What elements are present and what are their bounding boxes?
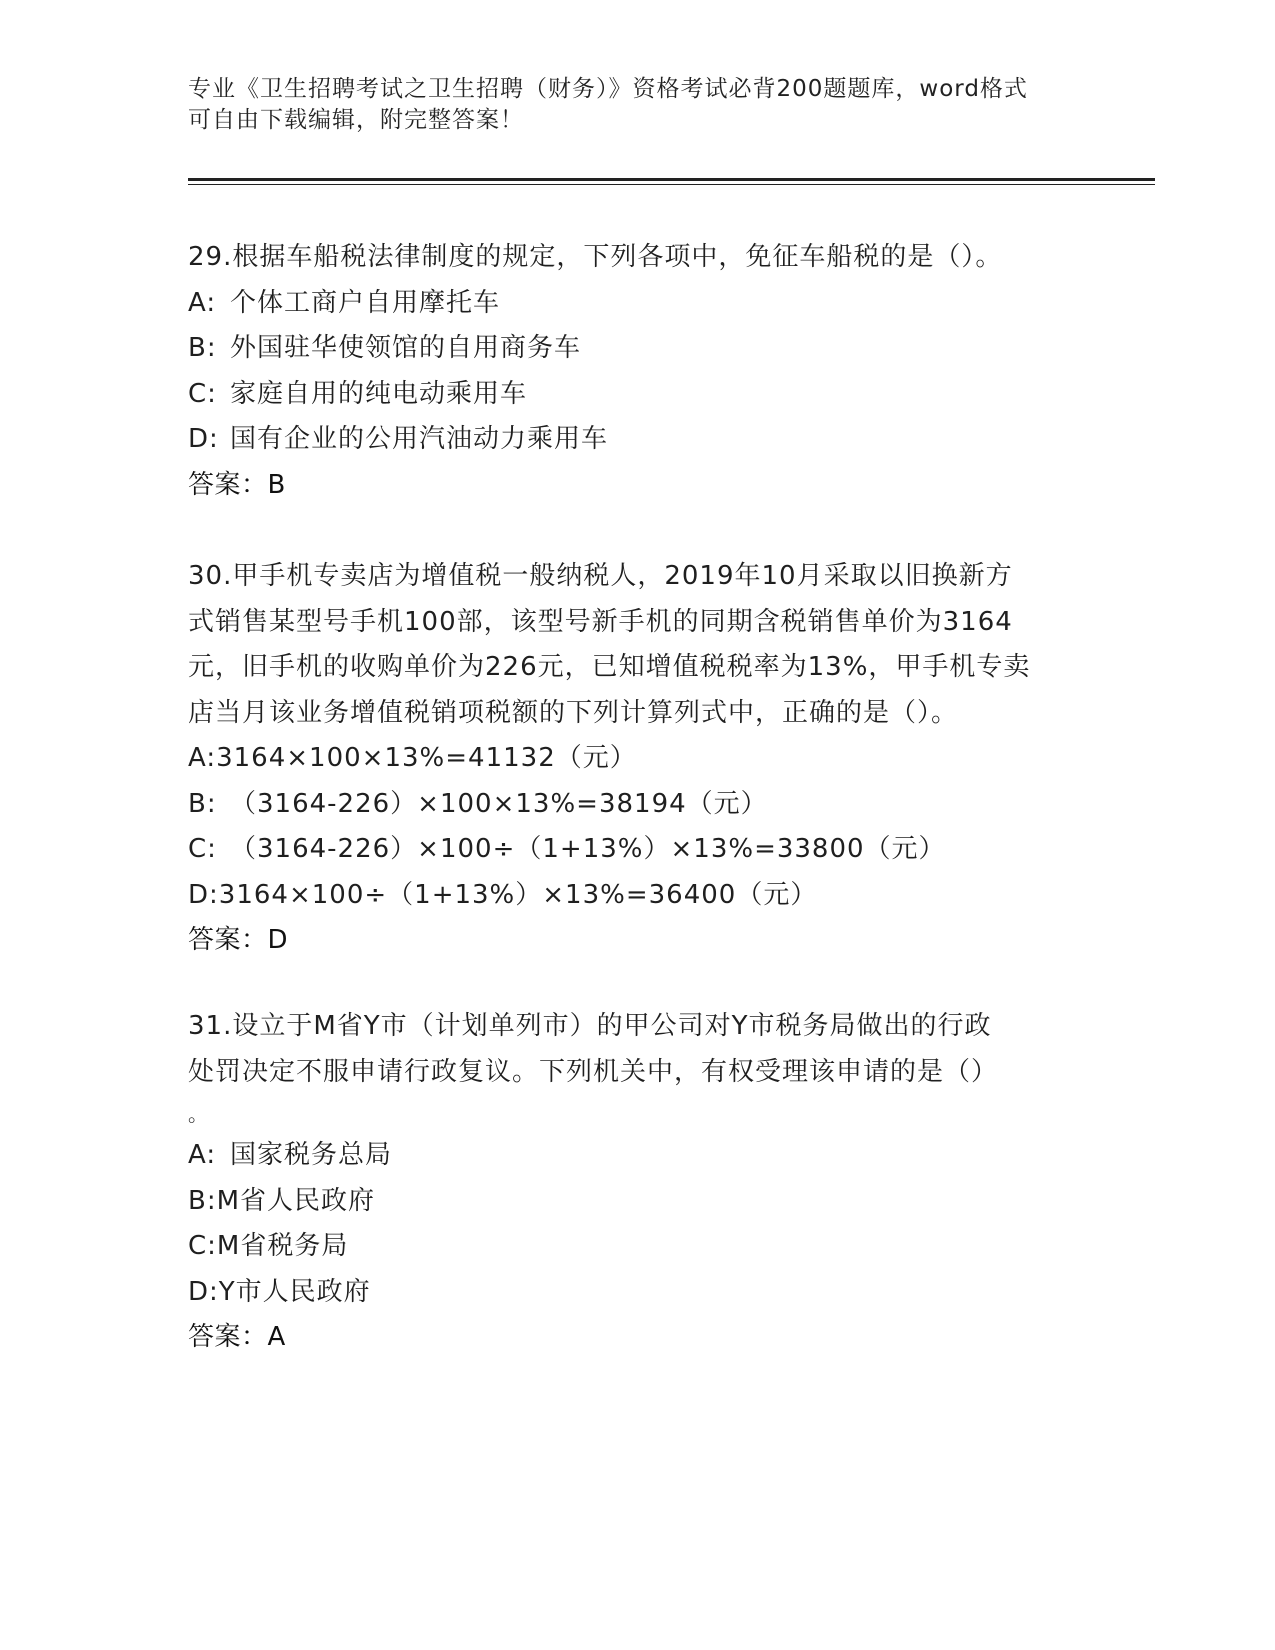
option-c: [188, 827, 1088, 873]
option-text: 外国驻华使领馆的自用商务车: [230, 333, 582, 363]
option-label: C:: [188, 834, 217, 864]
option-text: M省税务局: [216, 1231, 349, 1261]
question-stem: 29.根据车船税法律制度的规定，下列各项中，免征车船税的是（）。: [188, 242, 1003, 272]
option-text: 家庭自用的纯电动乘用车: [230, 378, 528, 409]
option-text: （3164-226）×100×13%=38194（元）: [230, 788, 768, 819]
header-divider-thick: [188, 178, 1155, 181]
option-d: [188, 873, 1088, 919]
question-stem-line-2: 处罚决定不服申请行政复议。下列机关中，有权受理该申请的是（）: [188, 1056, 999, 1087]
option-c: [188, 372, 1088, 418]
question-stem-line-1: 31.设立于M省Y市（计划单列市）的甲公司对Y市税务局做出的行政: [188, 1011, 992, 1041]
option-label: C:: [188, 1231, 217, 1261]
header-divider-thin: [188, 184, 1155, 185]
option-text: 国有企业的公用汽油动力乘用车: [230, 424, 609, 454]
question-31: [188, 1004, 1088, 1361]
option-label: B:: [188, 333, 217, 363]
question-stem-line-4: 店当月该业务增值税销项税额的下列计算列式中，正确的是（）。: [188, 697, 959, 728]
option-label: B:: [188, 1185, 217, 1216]
header-line-2: 可自由下载编辑，附完整答案！: [188, 107, 524, 133]
option-c: [188, 1224, 1088, 1270]
question-stem-line-1: 30.甲手机专卖店为增值税一般纳税人，2019年10月采取以旧换新方: [188, 561, 1013, 591]
option-b: [188, 1179, 1088, 1225]
option-label: C:: [188, 378, 217, 409]
option-b: [188, 782, 1088, 828]
option-label: A:: [188, 287, 217, 318]
header-line-1: 专业《卫生招聘考试之卫生招聘（财务）》资格考试必背200题题库，word格式: [188, 76, 1028, 102]
option-text: 3164×100÷（1+13%）×13%=36400（元）: [218, 879, 818, 910]
question-stem-tail: 。: [188, 1102, 209, 1126]
option-text: 个体工商户自用摩托车: [230, 287, 501, 318]
option-text: 国家税务总局: [230, 1140, 393, 1170]
answer-line: 答案：D: [188, 925, 289, 955]
answer-line: 答案：A: [188, 1322, 286, 1352]
option-a: [188, 1133, 1088, 1179]
document-header: [188, 74, 1088, 136]
option-a: [188, 736, 1088, 782]
answer-line: 答案：B: [188, 469, 286, 500]
option-d: [188, 417, 1088, 463]
option-label: D:: [188, 879, 219, 910]
question-stem-line-2: 式销售某型号手机100部，该型号新手机的同期含税销售单价为3164: [188, 606, 1013, 637]
option-text: M省人民政府: [216, 1185, 376, 1216]
question-30: [188, 554, 1088, 964]
option-text: （3164-226）×100÷（1+13%）×13%=33800（元）: [230, 834, 946, 864]
option-d: [188, 1270, 1088, 1316]
option-a: [188, 281, 1088, 327]
option-text: 3164×100×13%=41132（元）: [216, 743, 637, 773]
option-label: D:: [188, 1276, 219, 1307]
option-text: Y市人民政府: [218, 1276, 371, 1307]
option-b: [188, 326, 1088, 372]
option-label: B:: [188, 788, 217, 819]
question-stem-line-3: 元，旧手机的收购单价为226元，已知增值税税率为13%，甲手机专卖: [188, 652, 1031, 682]
option-label: A:: [188, 743, 217, 773]
question-29: [188, 235, 1088, 508]
option-label: A:: [188, 1140, 217, 1170]
option-label: D:: [188, 424, 219, 454]
